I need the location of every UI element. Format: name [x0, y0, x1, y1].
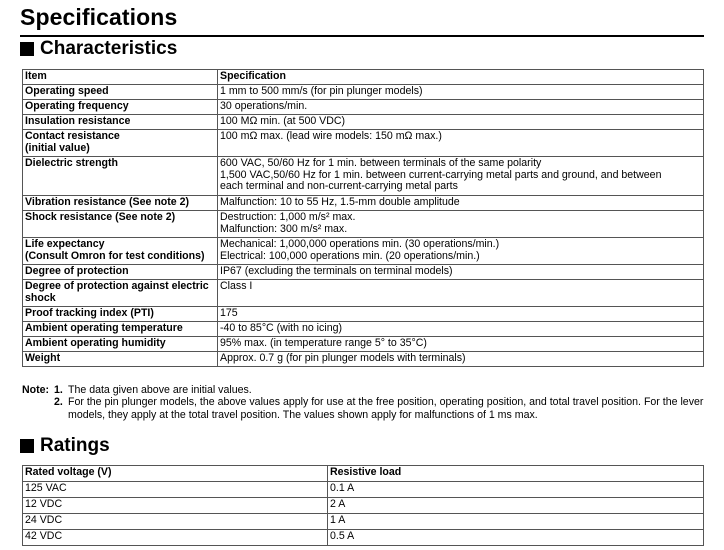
item-cell: Operating speed	[23, 85, 218, 100]
table-row	[23, 307, 704, 322]
page-title: Specifications	[20, 4, 178, 30]
spec-cell: 1 mm to 500 mm/s (for pin plunger models)	[218, 85, 704, 100]
table-row	[23, 280, 704, 307]
table-row	[23, 482, 704, 498]
item-cell: Ambient operating temperature	[23, 322, 218, 337]
spec-cell: 175	[218, 307, 704, 322]
item-cell: Degree of protection	[23, 265, 218, 280]
spec-cell: 95% max. (in temperature range 5° to 35°C)	[218, 337, 704, 352]
spec-cell: Malfunction: 10 to 55 Hz, 1.5-mm double amplitude	[218, 196, 704, 211]
load-cell: 2 A	[328, 498, 704, 514]
spec-cell: 100 mΩ max. (lead wire models: 150 mΩ max.)	[218, 130, 704, 157]
characteristics-heading-text: Characteristics	[40, 38, 178, 59]
item-cell: Contact resistance (initial value)	[23, 130, 218, 157]
table-row	[23, 265, 704, 280]
header-resistive-load: Resistive load	[328, 466, 704, 482]
section-square-icon	[20, 42, 34, 56]
note-number: 1.	[54, 384, 63, 396]
note-text: The data given above are initial values.	[68, 384, 252, 396]
notes	[22, 384, 712, 421]
spec-cell: 30 operations/min.	[218, 100, 704, 115]
characteristics-table	[22, 69, 704, 367]
table-row	[23, 211, 704, 238]
item-cell: Shock resistance (See note 2)	[23, 211, 218, 238]
table-row	[23, 337, 704, 352]
note-item	[22, 396, 712, 421]
item-cell: Vibration resistance (See note 2)	[23, 196, 218, 211]
note-item	[22, 384, 712, 396]
table-row	[23, 115, 704, 130]
table-row	[23, 196, 704, 211]
header-specification: Specification	[218, 70, 704, 85]
title-rule	[20, 35, 704, 37]
item-cell: Life expectancy (Consult Omron for test conditions)	[23, 238, 218, 265]
voltage-cell: 24 VDC	[23, 514, 328, 530]
note-text: For the pin plunger models, the above values apply for use at the free position, operating position, and total travel position. For the lever models, they apply at the total travel position. The values shown apply for malfunctions of 1 ms max.	[68, 396, 704, 421]
load-cell: 1 A	[328, 514, 704, 530]
load-cell: 0.1 A	[328, 482, 704, 498]
ratings-table	[22, 465, 704, 546]
item-cell: Proof tracking index (PTI)	[23, 307, 218, 322]
ratings-heading-text: Ratings	[40, 435, 110, 456]
load-cell: 0.5 A	[328, 530, 704, 546]
header-rated-voltage: Rated voltage (V)	[23, 466, 328, 482]
ratings-heading	[20, 435, 110, 457]
item-cell: Degree of protection against electric shock	[23, 280, 218, 307]
item-cell: Insulation resistance	[23, 115, 218, 130]
table-row	[23, 85, 704, 100]
item-cell: Dielectric strength	[23, 157, 218, 196]
table-row	[23, 514, 704, 530]
spec-cell: 100 MΩ min. (at 500 VDC)	[218, 115, 704, 130]
table-row	[23, 352, 704, 367]
characteristics-heading	[20, 38, 177, 60]
table-row	[23, 238, 704, 265]
note-label: Note:	[22, 384, 50, 396]
table-header-row	[23, 70, 704, 85]
table-row	[23, 100, 704, 115]
table-row	[23, 130, 704, 157]
voltage-cell: 125 VAC	[23, 482, 328, 498]
table-row	[23, 498, 704, 514]
voltage-cell: 42 VDC	[23, 530, 328, 546]
spec-cell: IP67 (excluding the terminals on terminal models)	[218, 265, 704, 280]
voltage-cell: 12 VDC	[23, 498, 328, 514]
item-cell: Ambient operating humidity	[23, 337, 218, 352]
table-row	[23, 530, 704, 546]
spec-cell: Class I	[218, 280, 704, 307]
header-item: Item	[23, 70, 218, 85]
spec-cell: 600 VAC, 50/60 Hz for 1 min. between terminals of the same polarity 1,500 VAC,50/60 Hz for 1 min. between current-carrying metal parts and ground, and between each terminal and non-current-carrying metal parts	[218, 157, 704, 196]
section-square-icon	[20, 439, 34, 453]
spec-cell: Mechanical: 1,000,000 operations min. (30 operations/min.) Electrical: 100,000 operations min. (20 operations/min.)	[218, 238, 704, 265]
note-number: 2.	[54, 396, 63, 409]
spec-cell: Approx. 0.7 g (for pin plunger models with terminals)	[218, 352, 704, 367]
item-cell: Operating frequency	[23, 100, 218, 115]
table-row	[23, 322, 704, 337]
spec-cell: Destruction: 1,000 m/s² max. Malfunction: 300 m/s² max.	[218, 211, 704, 238]
spec-cell: -40 to 85°C (with no icing)	[218, 322, 704, 337]
item-cell: Weight	[23, 352, 218, 367]
table-header-row	[23, 466, 704, 482]
table-row	[23, 157, 704, 196]
